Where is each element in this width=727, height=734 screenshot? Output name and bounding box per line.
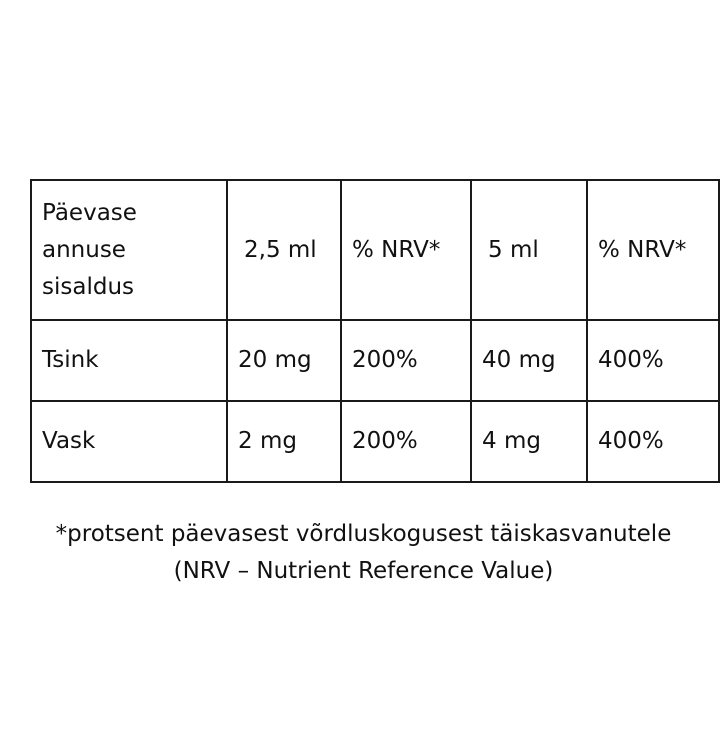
header-label-line: annuse bbox=[42, 236, 126, 263]
row-nutrient-name: Tsink bbox=[31, 320, 227, 401]
row-nrv-small: 200% bbox=[341, 401, 471, 482]
nutrition-table bbox=[30, 179, 720, 483]
header-dose-small: 2,5 ml bbox=[227, 180, 341, 320]
footnote bbox=[0, 516, 727, 590]
row-nrv-large: 400% bbox=[587, 401, 719, 482]
row-nrv-small: 200% bbox=[341, 320, 471, 401]
header-label-line: sisaldus bbox=[42, 273, 134, 300]
row-dose-large: 4 mg bbox=[471, 401, 587, 482]
header-dose-large: 5 ml bbox=[471, 180, 587, 320]
row-nutrient-name: Vask bbox=[31, 401, 227, 482]
row-dose-large: 40 mg bbox=[471, 320, 587, 401]
row-dose-small: 20 mg bbox=[227, 320, 341, 401]
header-nrv-small: % NRV* bbox=[341, 180, 471, 320]
header-label-line: Päevase bbox=[42, 199, 137, 226]
footnote-line: (NRV – Nutrient Reference Value) bbox=[173, 558, 554, 584]
row-dose-small: 2 mg bbox=[227, 401, 341, 482]
table-header-row bbox=[31, 180, 719, 320]
header-nrv-large: % NRV* bbox=[587, 180, 719, 320]
table-row bbox=[31, 320, 719, 401]
row-nrv-large: 400% bbox=[587, 320, 719, 401]
table-row bbox=[31, 401, 719, 482]
footnote-line: *protsent päevasest võrdluskogusest täiskasvanutele bbox=[55, 521, 672, 547]
header-label-cell bbox=[31, 180, 227, 320]
